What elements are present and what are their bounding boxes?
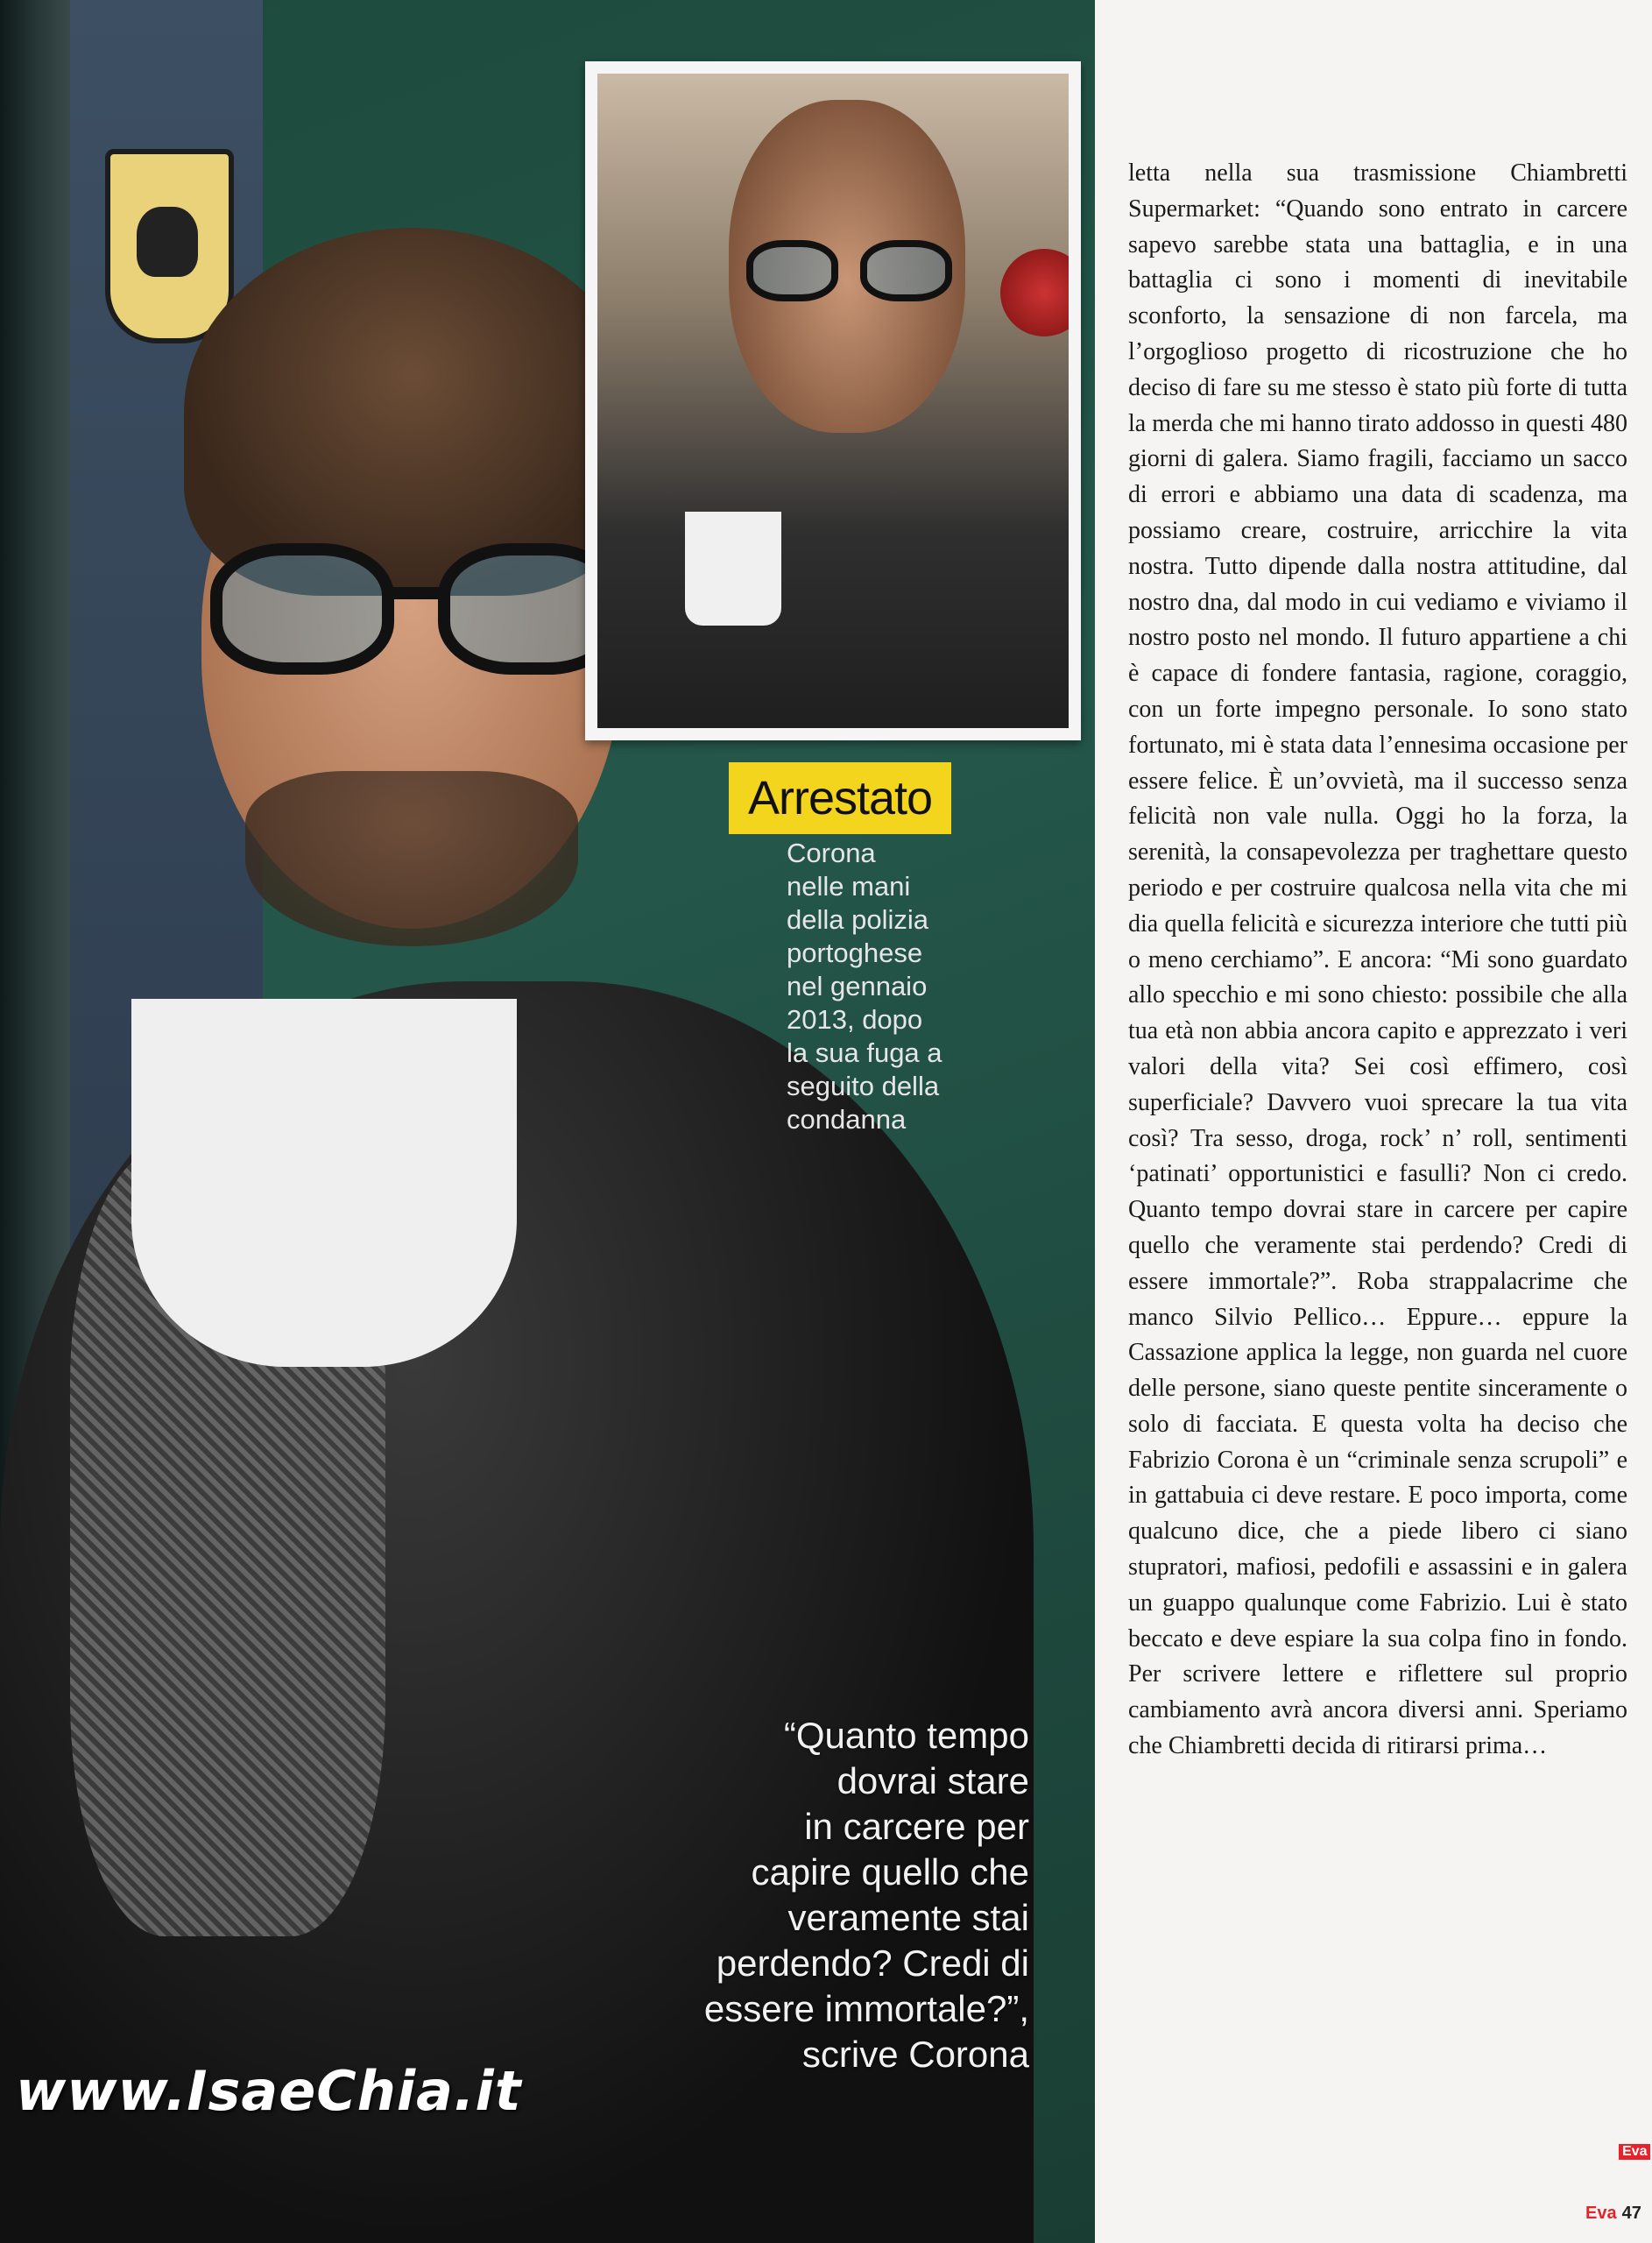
sunglasses	[210, 543, 631, 683]
page-folio	[1585, 2204, 1641, 2224]
end-mark: Eva	[1619, 2144, 1650, 2160]
christmas-ornament	[1000, 249, 1069, 336]
article-body: letta nella sua trasmissione Chiambretti Supermarket: “Quando sono entrato in carcere sapevo sarebbe stata una battaglia, e in una battaglia ci sono i momenti di inevitabile sconforto, la sensazione di non farcela, ma l’orgoglioso progetto di ricostruzione che ho deciso di fare su me stesso è stato più forte di tutta la merda che mi hanno tirato addosso in questi 480 giorni di galera. Siamo fragili, facciamo un sacco di errori e abbiamo una data di scadenza, ma possiamo creare, costruire, arricchire la vita nostra. Tutto dipende dalla nostra attitudine, dal nostro dna, dal modo in cui vediamo e viviamo il nostro posto nel mondo. Il futuro appartiene a chi è capace di fondere fantasia, ragione, coraggio, con un forte impegno personale. Io sono stato fortunato, mi è stata data l’ennesima occasione per essere felice. È un’ovvietà, ma il successo senza felicità non vale nulla. Oggi ho la forza, la serenità, la consapevolezza per traghettare questo periodo e per costruire qualcosa nella vita che mi dia quella felicità e sicurezza interiore che tutti più o meno cerchiamo”. E ancora: “Mi sono guardato allo specchio e mi sono chiesto: possibile che alla tua età non abbia ancora capito e apprezzato i veri valori della vita? Sei così effimero, così superficiale? Davvero vuoi sprecare la tua vita così? Tra sesso, droga, rock’ n’ roll, sentimenti ‘patinati’ opportunistici e fasulli? Non ci credo. Quanto tempo dovrai stare in carcere per capire quello che veramente stai perdendo? Credi di essere immortale?”. Roba strappalacrime che manco Silvio Pellico… Eppure… eppure la Cassazione applica la legge, non guarda nel cuore delle persone, siano queste pentite sinceramente o solo di facciata. E questa volta ha deciso che Fabrizio Corona è un “criminale senza scrupoli” e in gattabuia ci deve restare. E poco importa, come qualcuno dice, che a piede libero ci siano stupratori, mafiosi, pedofili e assassini e in galera un guappo qualunque come Fabrizio. Lui è stato beccato e deve espiare la sua colpa fino in fondo. Per scrivere lettere e riflettere sul proprio cambiamento avrà ancora diversi anni. Speriamo che Chiambretti decida di ritirarsi prima…	[1128, 159, 1627, 1760]
caption-tag: Arrestato	[729, 762, 951, 834]
watermark: www.IsaeChia.it	[16, 2059, 522, 2123]
paper-cup	[685, 512, 781, 626]
article-page	[1095, 0, 1652, 2243]
photo-caption: Corona nelle mani della polizia portoghese nel gennaio 2013, dopo la sua fuga a seguito della condanna	[787, 838, 942, 1135]
inset-sunglasses	[746, 240, 957, 301]
page-number: 47	[1621, 2204, 1641, 2223]
hair	[184, 228, 639, 596]
white-tshirt	[131, 999, 517, 1367]
beard	[245, 771, 578, 946]
magazine-brand: Eva	[1585, 2204, 1617, 2223]
inset-photo	[585, 61, 1081, 740]
pull-quote: “Quanto tempo dovrai stare in carcere per capire quello che veramente stai perdendo? Credi di essere immortale?”, scrive Corona	[703, 1715, 1029, 2075]
